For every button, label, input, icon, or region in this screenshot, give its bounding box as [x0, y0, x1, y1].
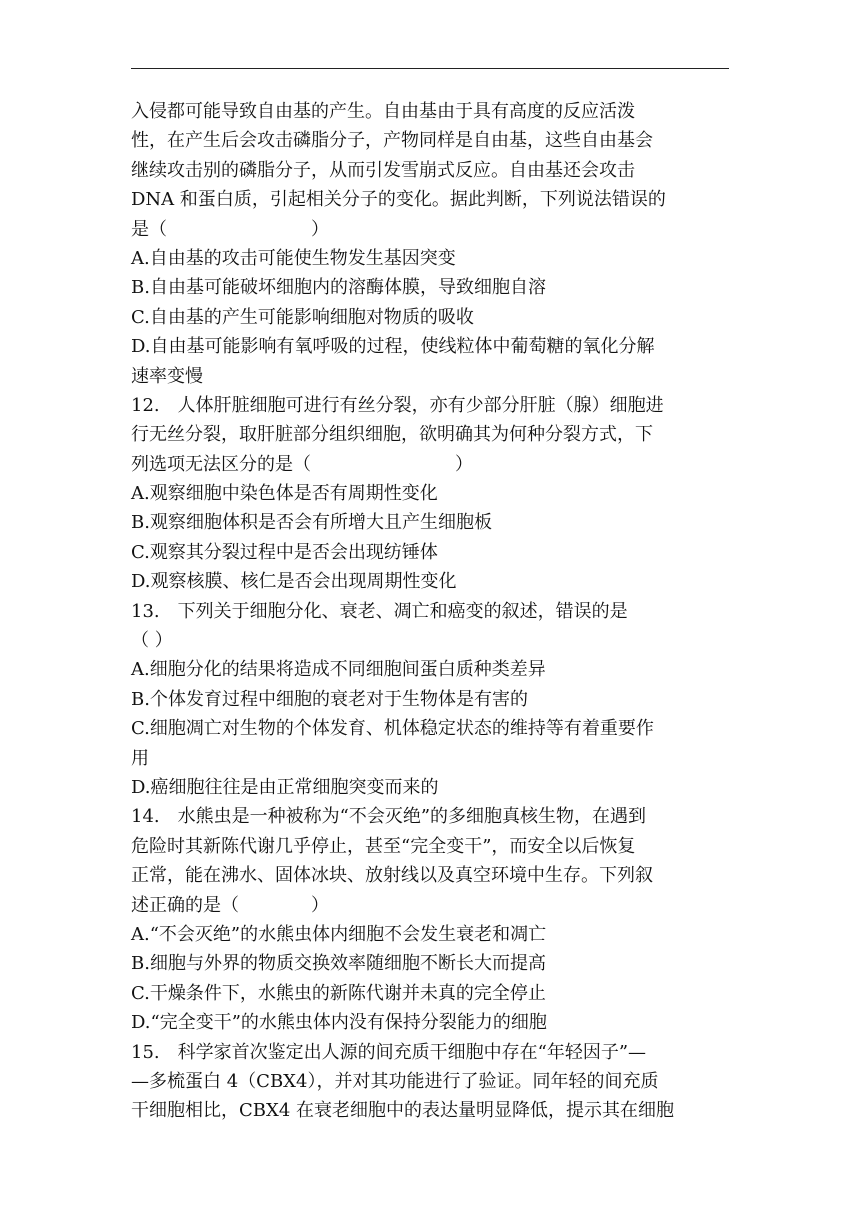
text-line: 危险时其新陈代谢几乎停止，甚至“完全变干”，而安全以后恢复 [131, 835, 636, 857]
text-line: —多梳蛋白 4（CBX4），并对其功能进行了验证。同年轻的间充质 [131, 1070, 659, 1092]
text-line: 性，在产生后会攻击磷脂分子，产物同样是自由基，这些自由基会 [131, 130, 653, 152]
option-b: B.自由基可能破坏细胞内的溶酶体膜，导致细胞自溶 [131, 277, 546, 299]
text-line: 行无丝分裂，取肝脏部分组织细胞，欲明确其为何种分裂方式，下 [131, 424, 653, 446]
option-a: A.“不会灭绝”的水熊虫体内细胞不会发生衰老和凋亡 [131, 923, 547, 945]
text-line: （ ） [131, 630, 173, 652]
option-c: C.干燥条件下，水熊虫的新陈代谢并未真的完全停止 [131, 982, 546, 1004]
option-a: A.自由基的攻击可能使生物发生基因突变 [131, 247, 456, 269]
text-line: DNA 和蛋白质，引起相关分子的变化。据此判断，下列说法错误的 [131, 189, 666, 211]
question-12: 12. 人体肝脏细胞可进行有丝分裂，亦有少部分肝脏（腺）细胞进 [131, 394, 664, 416]
text-line: 列选项无法区分的是（ ） [131, 453, 473, 475]
option-d: D.癌细胞往往是由正常细胞突变而来的 [131, 776, 439, 798]
option-d: D.自由基可能影响有氧呼吸的过程，使线粒体中葡萄糖的氧化分解 [131, 336, 655, 358]
text-line: 干细胞相比，CBX4 在衰老细胞中的表达量明显降低，提示其在细胞 [131, 1100, 674, 1122]
option-b: B.观察细胞体积是否会有所增大且产生细胞板 [131, 512, 492, 534]
text-line: 入侵都可能导致自由基的产生。自由基由于具有高度的反应活泼 [131, 101, 635, 122]
option-d: D.观察核膜、核仁是否会出现周期性变化 [131, 571, 457, 593]
option-b: B.细胞与外界的物质交换效率随细胞不断长大而提高 [131, 953, 546, 975]
text-line: 是（ ） [131, 218, 329, 240]
option-a: A.细胞分化的结果将造成不同细胞间蛋白质种类差异 [131, 659, 546, 681]
option-d: D.“完全变干”的水熊虫体内没有保持分裂能力的细胞 [131, 1012, 547, 1034]
option-c: C.自由基的产生可能影响细胞对物质的吸收 [131, 306, 474, 328]
option-a: A.观察细胞中染色体是否有周期性变化 [131, 483, 438, 505]
question-15: 15. 科学家首次鉴定出人源的间充质干细胞中存在“年轻因子”— [131, 1041, 647, 1063]
text-line: 用 [131, 747, 149, 769]
option-c: C.细胞凋亡对生物的个体发育、机体稳定状态的维持等有着重要作 [131, 718, 654, 740]
text-line: 速率变慢 [131, 365, 203, 387]
question-14: 14. 水熊虫是一种被称为“不会灭绝”的多细胞真核生物，在遇到 [131, 806, 647, 828]
document-body [131, 97, 731, 1126]
question-13: 13. 下列关于细胞分化、衰老、凋亡和癌变的叙述，错误的是 [131, 600, 628, 622]
option-b: B.个体发育过程中细胞的衰老对于生物体是有害的 [131, 688, 528, 710]
header-rule [131, 68, 729, 69]
text-line: 继续攻击别的磷脂分子，从而引发雪崩式反应。自由基还会攻击 [131, 159, 635, 181]
text-line: 述正确的是（ ） [131, 894, 329, 916]
option-c: C.观察其分裂过程中是否会出现纺锤体 [131, 541, 438, 563]
text-line: 正常，能在沸水、固体冰块、放射线以及真空环境中生存。下列叙 [131, 865, 653, 887]
